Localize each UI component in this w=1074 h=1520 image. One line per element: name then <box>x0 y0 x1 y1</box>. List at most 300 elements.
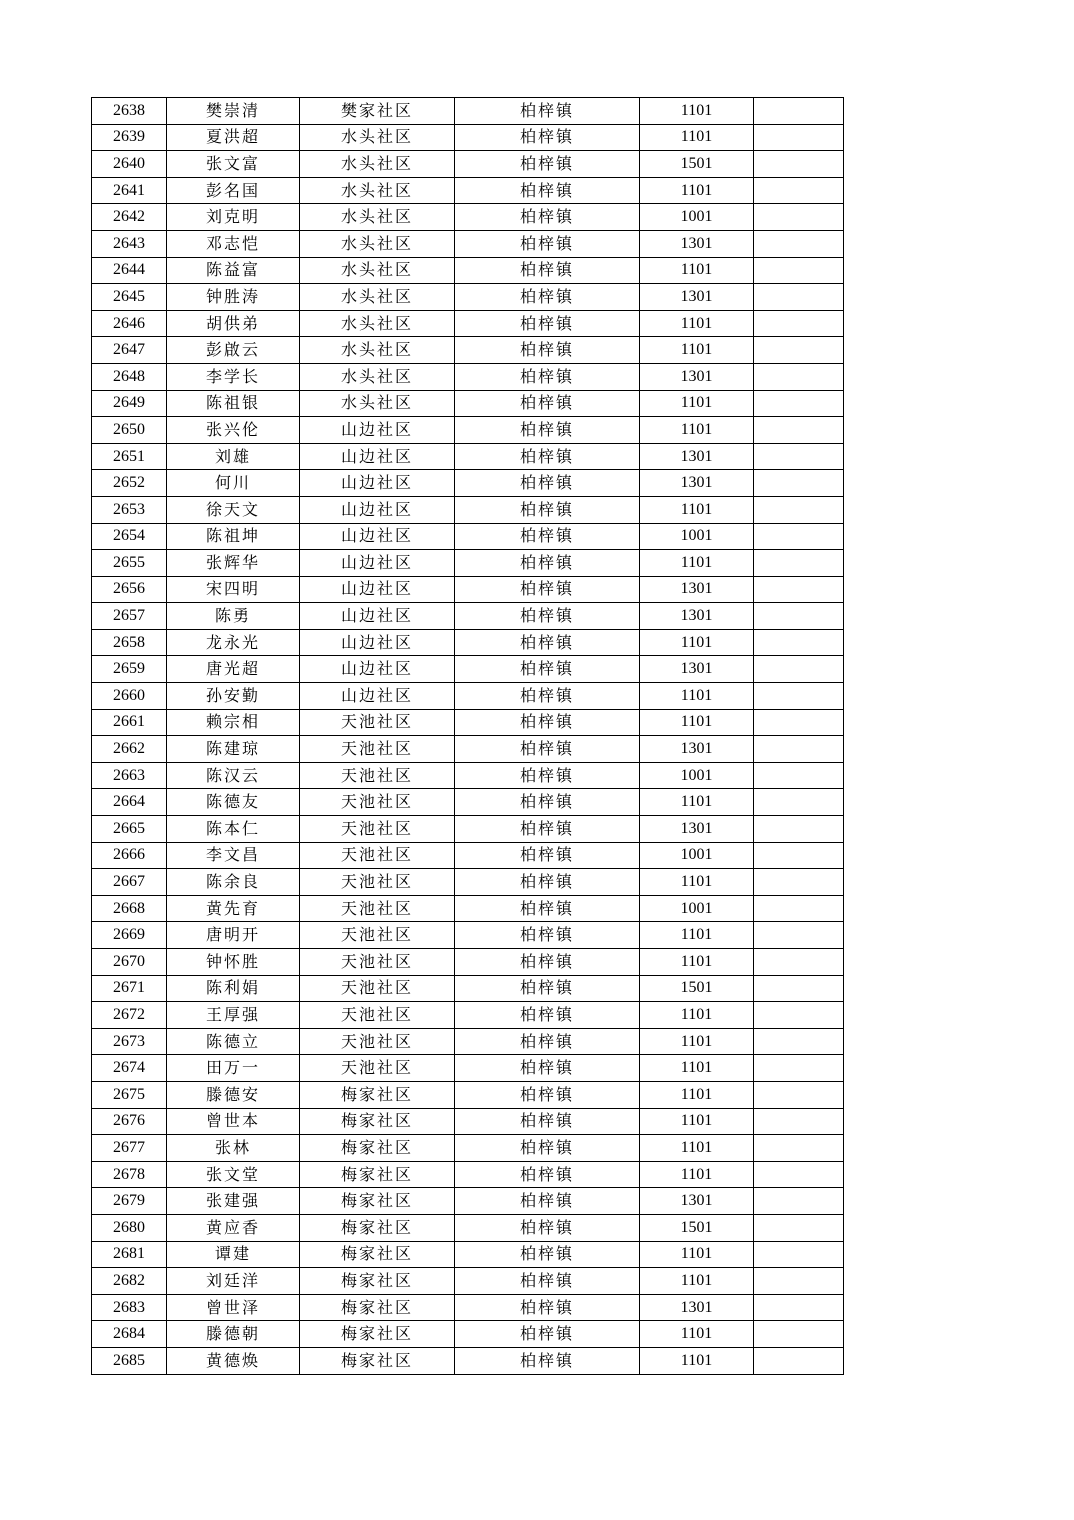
table-row <box>92 1294 844 1321</box>
code-cell: 1301 <box>640 736 754 763</box>
code-cell: 1301 <box>640 1188 754 1215</box>
row-number-cell: 2680 <box>92 1214 167 1241</box>
code-cell: 1101 <box>640 1347 754 1374</box>
table-row <box>92 230 844 257</box>
community-cell: 梅家社区 <box>300 1241 455 1268</box>
name-cell: 曾世本 <box>167 1108 300 1135</box>
town-cell: 柏梓镇 <box>455 629 640 656</box>
community-cell: 山边社区 <box>300 470 455 497</box>
community-cell: 水头社区 <box>300 284 455 311</box>
code-cell: 1101 <box>640 390 754 417</box>
note-cell <box>754 949 844 976</box>
name-cell: 陈汉云 <box>167 762 300 789</box>
community-cell: 天池社区 <box>300 1055 455 1082</box>
row-number-cell: 2678 <box>92 1161 167 1188</box>
note-cell <box>754 1294 844 1321</box>
name-cell: 滕德安 <box>167 1081 300 1108</box>
table-row <box>92 443 844 470</box>
community-cell: 山边社区 <box>300 523 455 550</box>
row-number-cell: 2644 <box>92 257 167 284</box>
note-cell <box>754 151 844 178</box>
note-cell <box>754 1241 844 1268</box>
table-row <box>92 177 844 204</box>
name-cell: 何川 <box>167 470 300 497</box>
table-row <box>92 337 844 364</box>
row-number-cell: 2653 <box>92 496 167 523</box>
code-cell: 1301 <box>640 443 754 470</box>
code-cell: 1101 <box>640 1135 754 1162</box>
community-cell: 天池社区 <box>300 842 455 869</box>
note-cell <box>754 842 844 869</box>
table-row <box>92 523 844 550</box>
name-cell: 滕德朝 <box>167 1321 300 1348</box>
row-number-cell: 2665 <box>92 816 167 843</box>
community-cell: 梅家社区 <box>300 1214 455 1241</box>
table-row <box>92 895 844 922</box>
row-number-cell: 2657 <box>92 603 167 630</box>
row-number-cell: 2639 <box>92 124 167 151</box>
name-cell: 陈本仁 <box>167 816 300 843</box>
name-cell: 彭名国 <box>167 177 300 204</box>
code-cell: 1301 <box>640 230 754 257</box>
note-cell <box>754 284 844 311</box>
town-cell: 柏梓镇 <box>455 550 640 577</box>
town-cell: 柏梓镇 <box>455 1161 640 1188</box>
table-row <box>92 1055 844 1082</box>
note-cell <box>754 1055 844 1082</box>
town-cell: 柏梓镇 <box>455 683 640 710</box>
town-cell: 柏梓镇 <box>455 1214 640 1241</box>
code-cell: 1101 <box>640 683 754 710</box>
note-cell <box>754 1081 844 1108</box>
name-cell: 唐光超 <box>167 656 300 683</box>
name-cell: 陈余良 <box>167 869 300 896</box>
row-number-cell: 2668 <box>92 895 167 922</box>
code-cell: 1101 <box>640 1161 754 1188</box>
table-row <box>92 842 844 869</box>
note-cell <box>754 709 844 736</box>
note-cell <box>754 762 844 789</box>
table-row <box>92 204 844 231</box>
code-cell: 1301 <box>640 363 754 390</box>
community-cell: 水头社区 <box>300 151 455 178</box>
name-cell: 张文堂 <box>167 1161 300 1188</box>
community-cell: 梅家社区 <box>300 1321 455 1348</box>
code-cell: 1101 <box>640 98 754 125</box>
town-cell: 柏梓镇 <box>455 230 640 257</box>
note-cell <box>754 1135 844 1162</box>
town-cell: 柏梓镇 <box>455 1081 640 1108</box>
town-cell: 柏梓镇 <box>455 177 640 204</box>
row-number-cell: 2685 <box>92 1347 167 1374</box>
code-cell: 1301 <box>640 816 754 843</box>
name-cell: 唐明开 <box>167 922 300 949</box>
community-cell: 樊家社区 <box>300 98 455 125</box>
town-cell: 柏梓镇 <box>455 1321 640 1348</box>
community-cell: 天池社区 <box>300 816 455 843</box>
code-cell: 1101 <box>640 1108 754 1135</box>
code-cell: 1101 <box>640 789 754 816</box>
table-row <box>92 390 844 417</box>
town-cell: 柏梓镇 <box>455 576 640 603</box>
row-number-cell: 2658 <box>92 629 167 656</box>
table-row <box>92 496 844 523</box>
table-row <box>92 1268 844 1295</box>
community-cell: 梅家社区 <box>300 1188 455 1215</box>
town-cell: 柏梓镇 <box>455 98 640 125</box>
town-cell: 柏梓镇 <box>455 949 640 976</box>
name-cell: 徐天文 <box>167 496 300 523</box>
row-number-cell: 2669 <box>92 922 167 949</box>
code-cell: 1501 <box>640 151 754 178</box>
name-cell: 孙安勤 <box>167 683 300 710</box>
code-cell: 1101 <box>640 1028 754 1055</box>
community-cell: 山边社区 <box>300 496 455 523</box>
row-number-cell: 2638 <box>92 98 167 125</box>
town-cell: 柏梓镇 <box>455 1108 640 1135</box>
roster-table <box>91 97 844 1375</box>
code-cell: 1001 <box>640 895 754 922</box>
code-cell: 1101 <box>640 922 754 949</box>
town-cell: 柏梓镇 <box>455 417 640 444</box>
note-cell <box>754 124 844 151</box>
code-cell: 1101 <box>640 629 754 656</box>
table-row <box>92 1161 844 1188</box>
name-cell: 李学长 <box>167 363 300 390</box>
note-cell <box>754 816 844 843</box>
code-cell: 1101 <box>640 496 754 523</box>
name-cell: 黄应香 <box>167 1214 300 1241</box>
row-number-cell: 2643 <box>92 230 167 257</box>
note-cell <box>754 1347 844 1374</box>
note-cell <box>754 736 844 763</box>
community-cell: 水头社区 <box>300 337 455 364</box>
community-cell: 山边社区 <box>300 656 455 683</box>
table-row <box>92 1002 844 1029</box>
community-cell: 水头社区 <box>300 124 455 151</box>
code-cell: 1001 <box>640 842 754 869</box>
note-cell <box>754 922 844 949</box>
row-number-cell: 2682 <box>92 1268 167 1295</box>
code-cell: 1301 <box>640 1294 754 1321</box>
note-cell <box>754 363 844 390</box>
community-cell: 山边社区 <box>300 603 455 630</box>
table-row <box>92 1321 844 1348</box>
community-cell: 天池社区 <box>300 789 455 816</box>
name-cell: 龙永光 <box>167 629 300 656</box>
name-cell: 陈德友 <box>167 789 300 816</box>
table-row <box>92 1241 844 1268</box>
table-row <box>92 576 844 603</box>
row-number-cell: 2659 <box>92 656 167 683</box>
row-number-cell: 2679 <box>92 1188 167 1215</box>
name-cell: 樊崇清 <box>167 98 300 125</box>
town-cell: 柏梓镇 <box>455 1347 640 1374</box>
code-cell: 1101 <box>640 310 754 337</box>
community-cell: 水头社区 <box>300 310 455 337</box>
code-cell: 1301 <box>640 576 754 603</box>
name-cell: 王厚强 <box>167 1002 300 1029</box>
name-cell: 彭啟云 <box>167 337 300 364</box>
row-number-cell: 2667 <box>92 869 167 896</box>
community-cell: 水头社区 <box>300 257 455 284</box>
table-row <box>92 603 844 630</box>
code-cell: 1001 <box>640 762 754 789</box>
row-number-cell: 2673 <box>92 1028 167 1055</box>
town-cell: 柏梓镇 <box>455 1268 640 1295</box>
table-row <box>92 1081 844 1108</box>
row-number-cell: 2674 <box>92 1055 167 1082</box>
table-row <box>92 1188 844 1215</box>
note-cell <box>754 1002 844 1029</box>
name-cell: 张辉华 <box>167 550 300 577</box>
community-cell: 山边社区 <box>300 443 455 470</box>
town-cell: 柏梓镇 <box>455 337 640 364</box>
town-cell: 柏梓镇 <box>455 869 640 896</box>
name-cell: 谭建 <box>167 1241 300 1268</box>
note-cell <box>754 337 844 364</box>
community-cell: 天池社区 <box>300 709 455 736</box>
table-row <box>92 1028 844 1055</box>
code-cell: 1101 <box>640 1321 754 1348</box>
name-cell: 陈德立 <box>167 1028 300 1055</box>
row-number-cell: 2661 <box>92 709 167 736</box>
town-cell: 柏梓镇 <box>455 310 640 337</box>
town-cell: 柏梓镇 <box>455 496 640 523</box>
community-cell: 山边社区 <box>300 576 455 603</box>
name-cell: 胡供弟 <box>167 310 300 337</box>
note-cell <box>754 683 844 710</box>
community-cell: 天池社区 <box>300 922 455 949</box>
row-number-cell: 2660 <box>92 683 167 710</box>
row-number-cell: 2664 <box>92 789 167 816</box>
note-cell <box>754 470 844 497</box>
note-cell <box>754 576 844 603</box>
name-cell: 李文昌 <box>167 842 300 869</box>
town-cell: 柏梓镇 <box>455 789 640 816</box>
town-cell: 柏梓镇 <box>455 656 640 683</box>
name-cell: 张兴伦 <box>167 417 300 444</box>
row-number-cell: 2670 <box>92 949 167 976</box>
note-cell <box>754 230 844 257</box>
table-row <box>92 949 844 976</box>
table-row <box>92 1214 844 1241</box>
code-cell: 1101 <box>640 709 754 736</box>
name-cell: 张建强 <box>167 1188 300 1215</box>
town-cell: 柏梓镇 <box>455 603 640 630</box>
community-cell: 天池社区 <box>300 762 455 789</box>
community-cell: 山边社区 <box>300 417 455 444</box>
code-cell: 1101 <box>640 257 754 284</box>
note-cell <box>754 310 844 337</box>
note-cell <box>754 603 844 630</box>
table-row <box>92 470 844 497</box>
table-row <box>92 629 844 656</box>
code-cell: 1001 <box>640 204 754 231</box>
community-cell: 天池社区 <box>300 949 455 976</box>
row-number-cell: 2672 <box>92 1002 167 1029</box>
name-cell: 钟胜涛 <box>167 284 300 311</box>
town-cell: 柏梓镇 <box>455 816 640 843</box>
town-cell: 柏梓镇 <box>455 709 640 736</box>
town-cell: 柏梓镇 <box>455 523 640 550</box>
note-cell <box>754 1214 844 1241</box>
note-cell <box>754 550 844 577</box>
community-cell: 水头社区 <box>300 230 455 257</box>
row-number-cell: 2656 <box>92 576 167 603</box>
name-cell: 张林 <box>167 1135 300 1162</box>
code-cell: 1101 <box>640 869 754 896</box>
row-number-cell: 2684 <box>92 1321 167 1348</box>
table-row <box>92 736 844 763</box>
table-row <box>92 124 844 151</box>
table-row <box>92 310 844 337</box>
note-cell <box>754 895 844 922</box>
name-cell: 赖宗相 <box>167 709 300 736</box>
table-row <box>92 550 844 577</box>
code-cell: 1101 <box>640 124 754 151</box>
name-cell: 夏洪超 <box>167 124 300 151</box>
code-cell: 1101 <box>640 550 754 577</box>
note-cell <box>754 257 844 284</box>
note-cell <box>754 656 844 683</box>
note-cell <box>754 975 844 1002</box>
town-cell: 柏梓镇 <box>455 1028 640 1055</box>
town-cell: 柏梓镇 <box>455 1002 640 1029</box>
name-cell: 陈益富 <box>167 257 300 284</box>
name-cell: 黄先育 <box>167 895 300 922</box>
community-cell: 水头社区 <box>300 204 455 231</box>
community-cell: 天池社区 <box>300 1028 455 1055</box>
note-cell <box>754 98 844 125</box>
town-cell: 柏梓镇 <box>455 124 640 151</box>
note-cell <box>754 417 844 444</box>
code-cell: 1101 <box>640 1268 754 1295</box>
note-cell <box>754 390 844 417</box>
community-cell: 山边社区 <box>300 683 455 710</box>
row-number-cell: 2646 <box>92 310 167 337</box>
table-row <box>92 417 844 444</box>
table-row <box>92 975 844 1002</box>
community-cell: 梅家社区 <box>300 1294 455 1321</box>
town-cell: 柏梓镇 <box>455 1188 640 1215</box>
table-row <box>92 656 844 683</box>
note-cell <box>754 1161 844 1188</box>
note-cell <box>754 1028 844 1055</box>
town-cell: 柏梓镇 <box>455 443 640 470</box>
town-cell: 柏梓镇 <box>455 762 640 789</box>
code-cell: 1101 <box>640 949 754 976</box>
table-row <box>92 869 844 896</box>
name-cell: 陈利娟 <box>167 975 300 1002</box>
row-number-cell: 2675 <box>92 1081 167 1108</box>
code-cell: 1301 <box>640 470 754 497</box>
community-cell: 水头社区 <box>300 177 455 204</box>
note-cell <box>754 1188 844 1215</box>
row-number-cell: 2652 <box>92 470 167 497</box>
community-cell: 梅家社区 <box>300 1108 455 1135</box>
code-cell: 1101 <box>640 1002 754 1029</box>
row-number-cell: 2650 <box>92 417 167 444</box>
town-cell: 柏梓镇 <box>455 895 640 922</box>
town-cell: 柏梓镇 <box>455 1055 640 1082</box>
table-row <box>92 1135 844 1162</box>
table-row <box>92 284 844 311</box>
note-cell <box>754 1108 844 1135</box>
town-cell: 柏梓镇 <box>455 284 640 311</box>
table-row <box>92 257 844 284</box>
note-cell <box>754 496 844 523</box>
code-cell: 1301 <box>640 603 754 630</box>
table-row <box>92 816 844 843</box>
note-cell <box>754 629 844 656</box>
note-cell <box>754 523 844 550</box>
row-number-cell: 2641 <box>92 177 167 204</box>
row-number-cell: 2681 <box>92 1241 167 1268</box>
row-number-cell: 2663 <box>92 762 167 789</box>
row-number-cell: 2677 <box>92 1135 167 1162</box>
town-cell: 柏梓镇 <box>455 390 640 417</box>
community-cell: 梅家社区 <box>300 1347 455 1374</box>
name-cell: 张文富 <box>167 151 300 178</box>
table-row <box>92 363 844 390</box>
community-cell: 水头社区 <box>300 363 455 390</box>
row-number-cell: 2676 <box>92 1108 167 1135</box>
row-number-cell: 2642 <box>92 204 167 231</box>
row-number-cell: 2655 <box>92 550 167 577</box>
town-cell: 柏梓镇 <box>455 842 640 869</box>
note-cell <box>754 869 844 896</box>
code-cell: 1101 <box>640 417 754 444</box>
row-number-cell: 2640 <box>92 151 167 178</box>
name-cell: 宋四明 <box>167 576 300 603</box>
name-cell: 曾世泽 <box>167 1294 300 1321</box>
name-cell: 黄德焕 <box>167 1347 300 1374</box>
community-cell: 天池社区 <box>300 895 455 922</box>
table-row <box>92 1347 844 1374</box>
name-cell: 陈勇 <box>167 603 300 630</box>
name-cell: 刘雄 <box>167 443 300 470</box>
code-cell: 1101 <box>640 1081 754 1108</box>
town-cell: 柏梓镇 <box>455 363 640 390</box>
table-row <box>92 789 844 816</box>
town-cell: 柏梓镇 <box>455 922 640 949</box>
name-cell: 陈建琼 <box>167 736 300 763</box>
code-cell: 1301 <box>640 284 754 311</box>
community-cell: 天池社区 <box>300 736 455 763</box>
row-number-cell: 2647 <box>92 337 167 364</box>
town-cell: 柏梓镇 <box>455 151 640 178</box>
name-cell: 钟怀胜 <box>167 949 300 976</box>
code-cell: 1001 <box>640 523 754 550</box>
community-cell: 山边社区 <box>300 629 455 656</box>
town-cell: 柏梓镇 <box>455 470 640 497</box>
note-cell <box>754 1268 844 1295</box>
community-cell: 梅家社区 <box>300 1268 455 1295</box>
table-row <box>92 151 844 178</box>
row-number-cell: 2654 <box>92 523 167 550</box>
table-row <box>92 709 844 736</box>
table-row <box>92 762 844 789</box>
note-cell <box>754 204 844 231</box>
row-number-cell: 2649 <box>92 390 167 417</box>
table-row <box>92 922 844 949</box>
community-cell: 天池社区 <box>300 1002 455 1029</box>
community-cell: 梅家社区 <box>300 1135 455 1162</box>
name-cell: 刘廷洋 <box>167 1268 300 1295</box>
row-number-cell: 2648 <box>92 363 167 390</box>
note-cell <box>754 177 844 204</box>
